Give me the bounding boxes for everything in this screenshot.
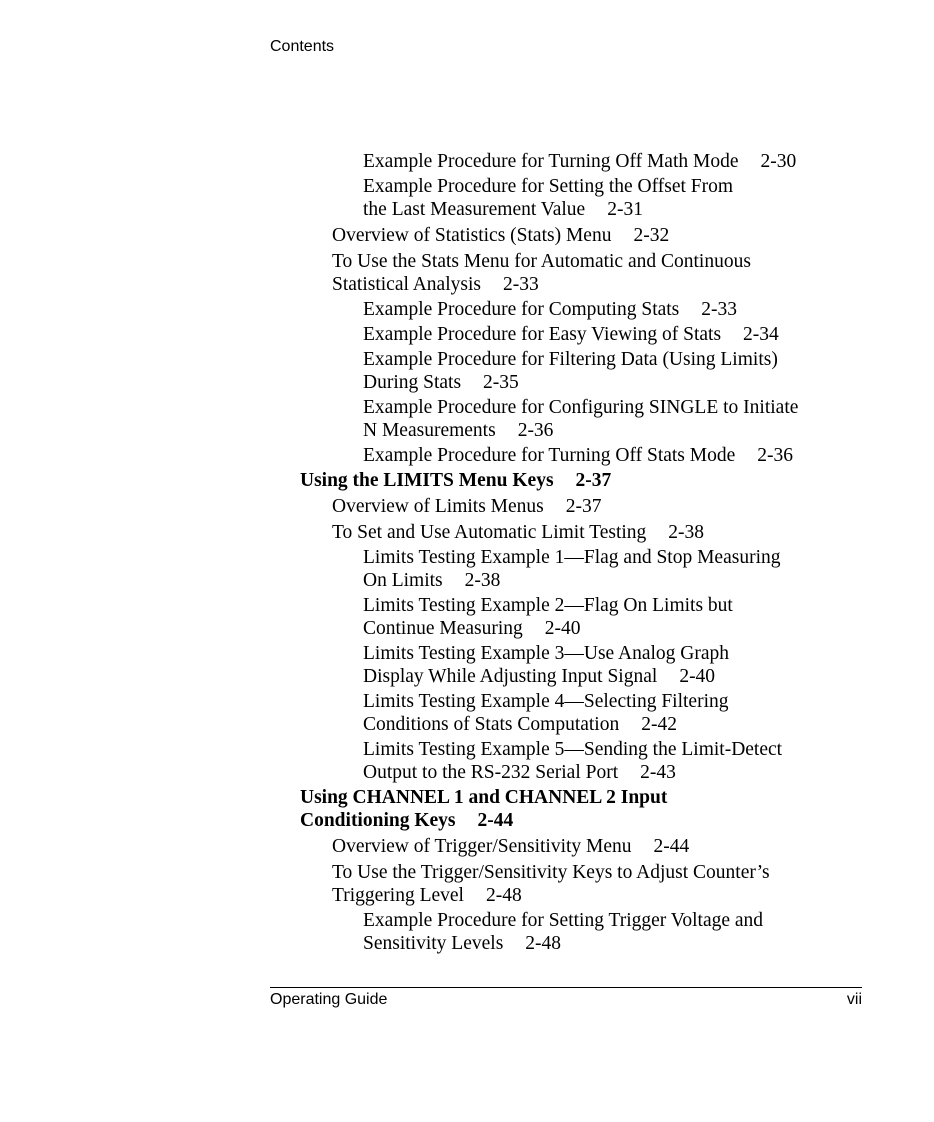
toc-entry-title-line: Overview of Trigger/Sensitivity Menu xyxy=(332,836,632,857)
toc-entry-page-number: 2-37 xyxy=(575,470,612,491)
toc-entry-last-line xyxy=(363,569,880,592)
toc-entry[interactable] xyxy=(300,250,880,296)
toc-entry-title-line: the Last Measurement Value xyxy=(363,199,586,220)
toc-entry[interactable] xyxy=(300,835,880,858)
toc-entry[interactable] xyxy=(300,298,880,321)
toc-entry-title-line: Using the LIMITS Menu Keys xyxy=(300,470,554,491)
toc-entry-last-line xyxy=(332,521,880,544)
toc-entry-title-line: Example Procedure for Configuring SINGLE to Initiate xyxy=(363,397,799,418)
toc-entry-title-line: Conditions of Stats Computation xyxy=(363,714,620,735)
toc-entry-last-line xyxy=(363,323,880,346)
toc-entry-last-line xyxy=(363,761,880,784)
toc-entry[interactable] xyxy=(300,690,880,736)
toc-entry-last-line xyxy=(363,617,880,640)
toc-entry[interactable] xyxy=(300,348,880,394)
toc-entry-last-line xyxy=(332,835,880,858)
toc-entry-page-number: 2-48 xyxy=(525,933,562,954)
toc-entry-title-line: Continue Measuring xyxy=(363,618,523,639)
toc-entry[interactable] xyxy=(300,861,880,907)
toc-entry-last-line xyxy=(363,444,880,467)
toc-entry[interactable] xyxy=(300,495,880,518)
toc-entry-last-line xyxy=(332,495,880,518)
toc-entry-title-line: N Measurements xyxy=(363,420,496,441)
toc-entry-title-line: Limits Testing Example 4—Selecting Filtering xyxy=(363,691,729,712)
toc-entry-last-line xyxy=(363,198,880,221)
toc-entry[interactable] xyxy=(300,594,880,640)
running-head: Contents xyxy=(270,38,335,55)
toc-entry-last-line xyxy=(363,419,880,442)
toc-entry-last-line xyxy=(363,713,880,736)
toc-entry-title-line: Example Procedure for Computing Stats xyxy=(363,299,680,320)
table-of-contents xyxy=(300,148,880,955)
toc-entry[interactable] xyxy=(300,909,880,955)
toc-entry-page-number: 2-48 xyxy=(485,885,522,906)
toc-entry-title-line: To Use the Stats Menu for Automatic and Continuous xyxy=(332,251,751,272)
toc-entry[interactable] xyxy=(300,546,880,592)
toc-entry-title-line: Overview of Statistics (Stats) Menu xyxy=(332,225,612,246)
toc-entry-last-line xyxy=(363,932,880,955)
footer-divider xyxy=(270,987,862,988)
toc-entry-page-number: 2-40 xyxy=(544,618,581,639)
toc-entry-title-line: Example Procedure for Filtering Data (Using Limits) xyxy=(363,349,778,370)
toc-entry-title-line: On Limits xyxy=(363,570,443,591)
toc-entry-title-line: Limits Testing Example 3—Use Analog Graph xyxy=(363,643,730,664)
toc-entry[interactable] xyxy=(300,175,880,221)
toc-entry-title-line: Using CHANNEL 1 and CHANNEL 2 Input xyxy=(300,787,668,808)
toc-entry-page-number: 2-32 xyxy=(633,225,670,246)
toc-entry-page-number: 2-33 xyxy=(502,274,539,295)
toc-entry-title-line: Example Procedure for Turning Off Math Mode xyxy=(363,151,739,172)
toc-entry-title-line: Limits Testing Example 5—Sending the Limit-Detect xyxy=(363,739,783,760)
toc-entry-title-line: To Use the Trigger/Sensitivity Keys to Adjust Counter’s xyxy=(332,862,770,883)
toc-entry-title-line: Triggering Level xyxy=(332,885,464,906)
toc-entry-title-line: During Stats xyxy=(363,372,462,393)
toc-entry[interactable] xyxy=(300,786,880,832)
toc-entry-last-line xyxy=(332,884,880,907)
toc-entry-title-line: Output to the RS-232 Serial Port xyxy=(363,762,619,783)
toc-entry-page-number: 2-37 xyxy=(565,496,602,517)
toc-entry-title-line: Example Procedure for Setting the Offset From xyxy=(363,176,734,197)
toc-entry-title-line: Display While Adjusting Input Signal xyxy=(363,666,658,687)
toc-entry-page-number: 2-42 xyxy=(641,714,677,735)
toc-entry-page-number: 2-31 xyxy=(607,199,643,220)
footer-guide-title: Operating Guide xyxy=(270,991,388,1008)
toc-entry-title-line: Limits Testing Example 2—Flag On Limits but xyxy=(363,595,733,616)
toc-entry[interactable] xyxy=(300,738,880,784)
toc-entry-title-line: Limits Testing Example 1—Flag and Stop Measuring xyxy=(363,547,781,568)
toc-entry-page-number: 2-33 xyxy=(701,299,738,320)
toc-entry[interactable] xyxy=(300,444,880,467)
toc-entry-last-line xyxy=(363,665,880,688)
toc-entry-last-line xyxy=(300,469,880,492)
toc-entry-title-line: Example Procedure for Setting Trigger Voltage and xyxy=(363,910,764,931)
toc-entry-last-line xyxy=(332,273,880,296)
toc-entry-title-line: To Set and Use Automatic Limit Testing xyxy=(332,522,647,543)
toc-entry-page-number: 2-36 xyxy=(757,445,794,466)
footer-page-number: vii xyxy=(846,991,862,1008)
toc-entry-title-line: Example Procedure for Easy Viewing of Stats xyxy=(363,324,722,345)
toc-entry[interactable] xyxy=(300,150,880,173)
toc-entry-page-number: 2-36 xyxy=(517,420,554,441)
toc-entry-page-number: 2-30 xyxy=(760,151,797,172)
toc-entry-last-line xyxy=(332,224,880,247)
toc-entry-last-line xyxy=(300,809,880,832)
toc-entry-last-line xyxy=(363,298,880,321)
toc-entry-title-line: Example Procedure for Turning Off Stats Mode xyxy=(363,445,736,466)
toc-entry-last-line xyxy=(363,371,880,394)
toc-entry-title-line: Statistical Analysis xyxy=(332,274,481,295)
toc-entry[interactable] xyxy=(300,224,880,247)
toc-entry-page-number: 2-44 xyxy=(477,810,514,831)
toc-entry-page-number: 2-38 xyxy=(668,522,705,543)
toc-entry[interactable] xyxy=(300,642,880,688)
toc-entry-last-line xyxy=(363,150,880,173)
toc-entry-title-line: Conditioning Keys xyxy=(300,810,456,831)
toc-entry-title-line: Sensitivity Levels xyxy=(363,933,504,954)
toc-entry-title-line: Overview of Limits Menus xyxy=(332,496,544,517)
toc-entry[interactable] xyxy=(300,396,880,442)
toc-entry-page-number: 2-44 xyxy=(653,836,690,857)
toc-entry[interactable] xyxy=(300,521,880,544)
toc-entry-page-number: 2-35 xyxy=(483,372,519,393)
toc-entry-page-number: 2-40 xyxy=(679,666,716,687)
toc-entry[interactable] xyxy=(300,469,880,492)
toc-entry-page-number: 2-43 xyxy=(640,762,676,783)
toc-entry-page-number: 2-38 xyxy=(464,570,501,591)
toc-entry-page-number: 2-34 xyxy=(743,324,779,345)
toc-entry[interactable] xyxy=(300,323,880,346)
